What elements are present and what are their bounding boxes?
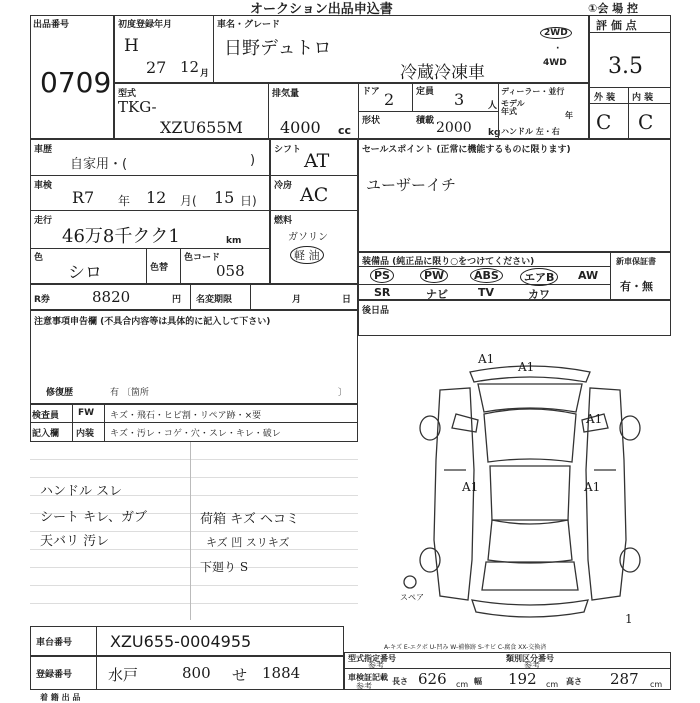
- entry-label: 記入欄: [32, 429, 60, 439]
- fuel-diesel: 軽 油: [290, 246, 324, 264]
- load-unit: kg: [488, 128, 501, 138]
- cargo-note-1: 荷箱 キズ ヘコミ: [200, 512, 300, 527]
- equip-airbag: エアB: [520, 268, 558, 286]
- engine-unit: cc: [338, 124, 352, 137]
- capacity-label: 定員: [416, 87, 435, 97]
- inspection-note-3: 天バリ 汚レ: [40, 534, 110, 549]
- history-close: ): [250, 153, 256, 168]
- length-label: 長さ: [392, 677, 408, 686]
- load-value: 2000: [436, 120, 472, 136]
- model-spec-ref: 参考: [368, 661, 384, 670]
- inspector-row2: キズ・汚レ・コゲ・穴・スレ・キレ・破レ: [110, 429, 281, 439]
- category-label: 類別区分番号: [506, 654, 554, 663]
- recycle-label: R券: [34, 295, 50, 305]
- load-label: 積載: [416, 116, 435, 126]
- mileage-value: 46万8千クク1: [62, 226, 180, 247]
- doors-label: ドア: [362, 87, 380, 97]
- width-unit: cm: [546, 680, 559, 689]
- equip-abs: ABS: [470, 268, 503, 283]
- history-label: 車歴: [34, 145, 53, 155]
- recycle-unit: 円: [172, 295, 182, 305]
- engine-cc: 4000: [280, 118, 321, 137]
- stray-mark: 1: [625, 612, 633, 626]
- equip-leather: カワ: [528, 288, 550, 301]
- chassis-label: 車台番号: [36, 638, 73, 648]
- equip-tv: TV: [478, 286, 495, 299]
- height-unit: cm: [650, 680, 663, 689]
- model-prefix: TKG-: [118, 98, 157, 116]
- model-spec-label: 型式指定番号: [348, 654, 396, 663]
- car-body: 冷蔵冷凍車: [400, 63, 485, 83]
- interior-grade: C: [638, 110, 654, 134]
- cargo-note-3: 下廻り S: [200, 560, 249, 574]
- dealer-label: ディーラー・並行: [501, 87, 565, 96]
- car-name: 日野デュトロ: [224, 38, 332, 59]
- lot-label: 出品番号: [33, 20, 70, 30]
- damage-mark-front: A1: [518, 360, 535, 374]
- inspection-month: 12: [146, 188, 167, 207]
- color-code: 058: [216, 262, 245, 280]
- height-label: 高さ: [566, 677, 582, 686]
- plate-kana: せ: [232, 666, 248, 684]
- width-label: 幅: [474, 677, 482, 686]
- damage-mark-right-side: A1: [584, 480, 601, 494]
- capacity-value: 3: [454, 90, 465, 109]
- registration-year: 27: [146, 58, 167, 77]
- drive-2wd: 2WD: [540, 27, 572, 39]
- interior-label: 内 装: [632, 93, 654, 103]
- notes-label: 注意事項申告欄 (不具合内容等は具体的に記入して下さい): [34, 317, 271, 327]
- rename-label: 名変期限: [196, 295, 233, 305]
- ac-label: 冷房: [274, 181, 293, 191]
- spare-label: スペア: [400, 593, 424, 602]
- color-code-label: 色コード: [184, 253, 221, 263]
- fuel-label: 燃料: [274, 216, 293, 226]
- aftermarket-label: 後日品: [362, 306, 390, 316]
- exterior-label: 外 装: [594, 93, 616, 103]
- lot-number: 0709: [40, 66, 112, 99]
- handle-label: ハンドル 左・右: [501, 127, 560, 136]
- inspection-day: 15: [214, 188, 235, 207]
- inspector-label: 検査員: [32, 411, 60, 421]
- inspection-year-unit: 年: [118, 194, 131, 208]
- rating-score: 3.5: [608, 54, 643, 79]
- footer-fragment: 着 籍 出 品: [40, 693, 81, 702]
- rename-month: 月: [292, 295, 302, 305]
- damage-mark-right-door: A1: [586, 412, 603, 426]
- length-unit: cm: [456, 680, 469, 689]
- equip-sr: SR: [374, 286, 391, 299]
- model-year-unit: 年: [565, 111, 573, 120]
- width-value: 192: [508, 670, 537, 688]
- length-value: 626: [418, 670, 447, 688]
- cert-ref: 参考: [356, 682, 372, 691]
- equip-pw: PW: [420, 268, 448, 283]
- inspector-row1: キズ・飛石・ヒビ割・リペア跡・×要: [110, 411, 262, 421]
- color-value: シロ: [68, 263, 102, 283]
- repair-label: 修復歴: [46, 388, 74, 398]
- shift-label: シフト: [274, 145, 302, 155]
- capacity-unit: 人: [488, 101, 498, 111]
- plate-area: 水戸: [108, 666, 139, 684]
- inspection-note-1: ハンドル スレ: [40, 484, 123, 499]
- warranty-label: 新車保証書: [616, 257, 656, 266]
- cert-label: 車検証記載: [348, 673, 388, 682]
- damage-mark-left-side: A1: [462, 480, 479, 494]
- repair-value: 有 〔箇所: [110, 388, 149, 398]
- damage-legend: A-キズ E-エクボ U-凹み W-補修跡 S-サビ C-腐食 XX-交換済: [384, 644, 547, 651]
- registration-month-unit: 月: [200, 69, 210, 79]
- model-year-label: モデル年式: [501, 99, 525, 116]
- equip-navi: ナビ: [426, 288, 448, 301]
- mileage-label: 走行: [34, 216, 53, 226]
- site-label: ①会 場 控: [588, 2, 638, 15]
- registration-label: 初度登録年月: [118, 20, 173, 30]
- registration-month: 12: [180, 58, 200, 76]
- inspection-note-2: シート キレ、ガブ: [40, 510, 147, 525]
- mileage-unit: km: [226, 236, 242, 246]
- rating-label: 評 価 点: [596, 19, 637, 32]
- interior-row-label: 内装: [76, 429, 95, 439]
- chassis-value: XZU655-0004955: [110, 632, 252, 651]
- repair-close: 〕: [338, 388, 348, 398]
- color-label: 色: [34, 253, 44, 263]
- doors-value: 2: [384, 90, 395, 109]
- ac-value: AC: [300, 184, 329, 206]
- category-ref: 参考: [524, 661, 540, 670]
- model-code: XZU655M: [160, 118, 243, 137]
- color-change-label: 色替: [150, 263, 169, 273]
- engine-label: 排気量: [272, 89, 300, 99]
- sales-point-label: セールスポイント (正常に機能するものに限ります): [362, 145, 571, 155]
- model-label: 型式: [118, 89, 137, 99]
- equip-ps: PS: [370, 268, 394, 283]
- inspection-day-unit: 日): [240, 194, 257, 208]
- fuel-gasoline: ガソリン: [288, 232, 328, 243]
- registration-era: H: [124, 36, 139, 56]
- equipment-label: 装備品 (純正品に限り○をつけてください): [362, 257, 535, 267]
- plate-class: 800: [182, 664, 211, 682]
- height-value: 287: [610, 670, 639, 688]
- exterior-grade: C: [596, 110, 612, 134]
- shift-value: AT: [304, 150, 330, 172]
- sales-point-value: ユーザーイチ: [366, 176, 457, 194]
- drive-dot: ·: [556, 44, 560, 54]
- equip-aw: AW: [578, 269, 599, 282]
- shape-label: 形状: [362, 116, 381, 126]
- warranty-value: 有・無: [620, 280, 653, 293]
- car-label: 車名・グレード: [217, 20, 281, 30]
- header-title: オークション出品申込書: [250, 2, 393, 17]
- inspection-month-unit: 月(: [180, 194, 197, 208]
- cargo-note-2: キズ 凹 スリキズ: [206, 536, 290, 549]
- fw-label: FW: [78, 408, 95, 418]
- plate-label: 登録番号: [36, 670, 73, 680]
- history-value: 自家用・(: [70, 157, 128, 172]
- inspection-year: R7: [72, 188, 95, 207]
- recycle-value: 8820: [92, 288, 131, 306]
- inspection-label: 車検: [34, 181, 53, 191]
- plate-number: 1884: [262, 664, 301, 682]
- rename-day: 日: [342, 295, 352, 305]
- drive-4wd: 4WD: [543, 58, 567, 68]
- damage-mark-front-left: A1: [478, 352, 495, 366]
